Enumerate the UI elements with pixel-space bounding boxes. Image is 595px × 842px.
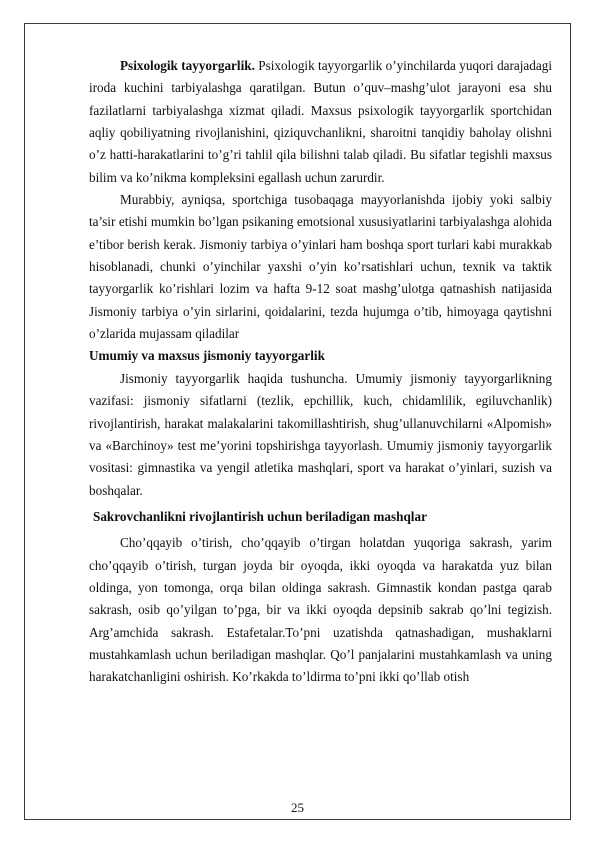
document-body [89, 55, 552, 689]
paragraph-text: Psixologik tayyorgarlik o’yinchilarda yuqori darajadagi iroda kuchini tarbiyalashga qaratilgan. Butun o’quv–mashg’ulot jarayoni esa shu fazilatlarni tarbiyalashga xizmat qiladi. Maxsus psixologik tayyorgarlik sportchidan aqliy qobiliyatning rivojlanishini, qiziquvchanlikni, sharoitni tanqidiy baholay olishni o’z hatti-harakatlarini to’g’ri tahlil qila bilishni talab qiladi. Bu sifatlar tegishli maxsus bilim va ko’nikma kompleksini egallash uchun zarurdir. [89, 58, 552, 185]
page-number: 25 [291, 800, 304, 815]
section-heading-jumping-exercises: Sakrovchanlikni rivojlantirish uchun beriladigan mashqlar [93, 508, 427, 524]
paragraph-coach: Murabbiy, ayniqsa, sportchiga tusobaqaga mayyorlanishda ijobiy yoki salbiy ta’sir etishi mumkin bo’lgan psikaning emotsional xususiyatlarini tarbiyalashga alohida e’tibor berish kerak. Jismoniy tarbiya o’yinlari ham boshqa sport turlari kabi murakkab hisoblanadi, chunki o’yinchilar yaxshi o’yin ko’rsatishlari uchun, texnik va taktik tayyorgarlik ko’rishlari lozim va hafta 9-12 soat mashg’ulotga qatnashish natijasida Jismoniy tarbiya o’yin sirlarini, qoidalarini, tezda hujumga o’tib, himoyaga qaytishni o’zlarida mujassam qiladilar [89, 192, 552, 342]
paragraph-jumping-exercises: Cho’qqayib o’tirish, cho’qqayib o’tirgan holatdan yuqoriga sakrash, yarim cho’qqayib o’tirish, turgan joyda bir oyoqda, ikki oyoqda va harakatda yuz bilan oldinga, yon tomonga, orqa bilan oldinga sakrash. Gimnastik kondan pastga qarab sakrash, osib qo’yilgan to’pga, bir va ikki oyoqda depsinib sakrab qo’lni tegizish. Arg’amchida sakrash. Estafetalar.To’pni uzatishda qatnashadigan, mushaklarni mustahkamlash uchun beriladigan mashqlar. Qo’l panjalarini mustahkamlash va uning harakatchanligini oshirish. Ko’rkakda to’ldirma to’pni ikki qo’llab otish [89, 535, 552, 685]
paragraph-psychological-preparation [89, 55, 552, 189]
paragraph-lead-term: Psixologik tayyorgarlik. [120, 58, 255, 73]
paragraph-physical-preparation: Jismoniy tayyorgarlik haqida tushuncha. Umumiy jismoniy tayyorgarlikning vazifasi: jismoniy sifatlarni (tezlik, epchillik, kuch, chidamlilik, egiluvchanlik) rivojlantirish, harakat malakalarini takomillashtirish, shug’ullanuvchilarni «Alpomish» va «Barchinoy» test me’yorini topshirishga tayyorlash. Umumiy jismoniy tayyorgarlik vositasi: gimnastika va yengil atletika mashqlari, sport va harakat o’yinlari, suzish va boshqalar. [89, 370, 552, 498]
section-heading-physical-preparation: Umumiy va maxsus jismoniy tayyorgarlik [89, 348, 325, 364]
